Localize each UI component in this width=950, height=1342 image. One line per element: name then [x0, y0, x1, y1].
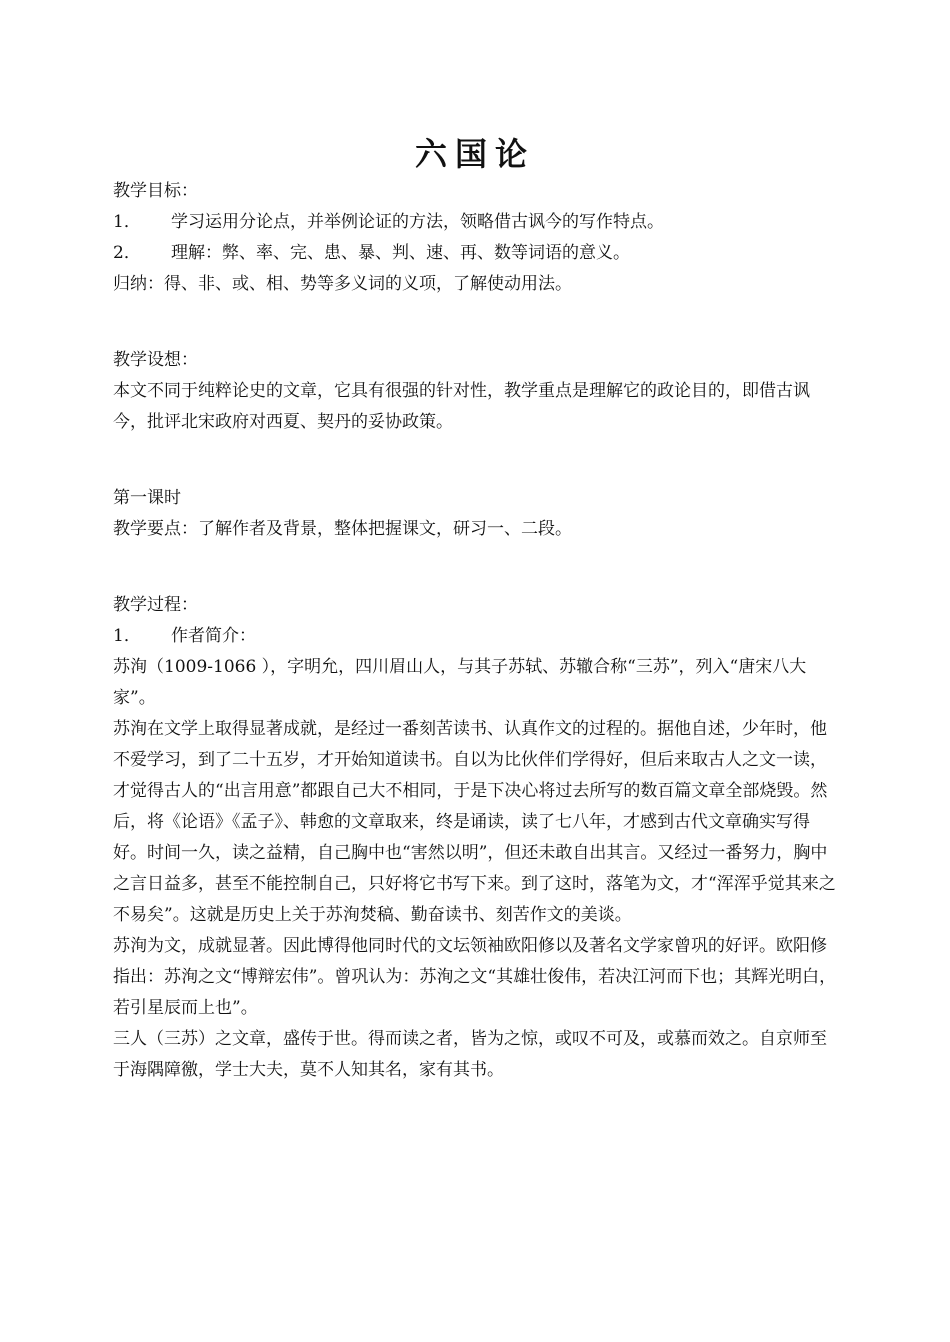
goal-item [113, 207, 841, 238]
design-text: 本文不同于纯粹论史的文章，它具有很强的针对性，教学重点是理解它的政论目的，即借古讽今，批评北宋政府对西夏、契丹的妥协政策。 [113, 381, 810, 432]
goal-item [113, 238, 841, 269]
process-number: 1． [113, 626, 141, 646]
goal-text: 理解：弊、率、完、患、暴、判、速、再、数等词语的意义。 [171, 243, 630, 263]
goal-text: 学习运用分论点，并举例论证的方法，领略借古讽今的写作特点。 [171, 212, 664, 232]
document-title: 六国论 [414, 135, 535, 173]
goals-heading: 教学目标： [113, 181, 198, 201]
process-heading: 教学过程： [113, 595, 198, 615]
author-paragraph: 三人（三苏）之文章，盛传于世。得而读之者，皆为之惊，或叹不可及，或慕而效之。自京师至于海隅障徼，学士大夫，莫不人知其名，家有其书。 [113, 1029, 827, 1080]
author-paragraph: 苏洵为文，成就显著。因此博得他同时代的文坛领袖欧阳修以及著名文学家曾巩的好评。欧阳修指出：苏洵之文“博辩宏伟”。曾巩认为：苏洵之文“其雄壮俊伟，若决江河而下也；其辉光明白，若引星辰而上也”。 [113, 936, 837, 1018]
goal-number: 1． [113, 212, 141, 232]
author-paragraph: 苏洵（1009-1066 ），字明允，四川眉山人，与其子苏轼、苏辙合称“三苏”，列入“唐宋八大家”。 [113, 657, 807, 708]
design-heading: 教学设想： [113, 350, 198, 370]
goals-summary: 归纳：得、非、或、相、势等多义词的义项，了解使动用法。 [113, 274, 572, 294]
process-item [113, 621, 841, 652]
lesson-heading: 第一课时 [113, 488, 181, 508]
lesson-points: 教学要点：了解作者及背景，整体把握课文，研习一、二段。 [113, 519, 572, 539]
section-spacer [113, 438, 841, 483]
process-item-text: 作者简介： [171, 626, 256, 646]
section-spacer [113, 545, 841, 590]
document-body [113, 176, 841, 1086]
goal-number: 2． [113, 243, 141, 263]
section-spacer [113, 300, 841, 345]
author-paragraph: 苏洵在文学上取得显著成就，是经过一番刻苦读书、认真作文的过程的。据他自述，少年时，他不爱学习，到了二十五岁，才开始知道读书。自以为比伙伴们学得好，但后来取古人之文一读，才觉得古人的“出言用意”都跟自己大不相同，于是下决心将过去所写的数百篇文章全部烧毁。然后，将《论语》《孟子》、韩愈的文章取来，终是诵读，读了七八年，才感到古代文章确实写得好。时间一久，读之益精，自己胸中也“害然以明”，但还未敢自出其言。又经过一番努力，胸中之言日益多，甚至不能控制自己，只好将它书写下来。到了这时，落笔为文，才“浑浑乎觉其来之不易矣”。这就是历史上关于苏洵焚稿、勤奋读书、刻苦作文的美谈。 [113, 719, 836, 925]
